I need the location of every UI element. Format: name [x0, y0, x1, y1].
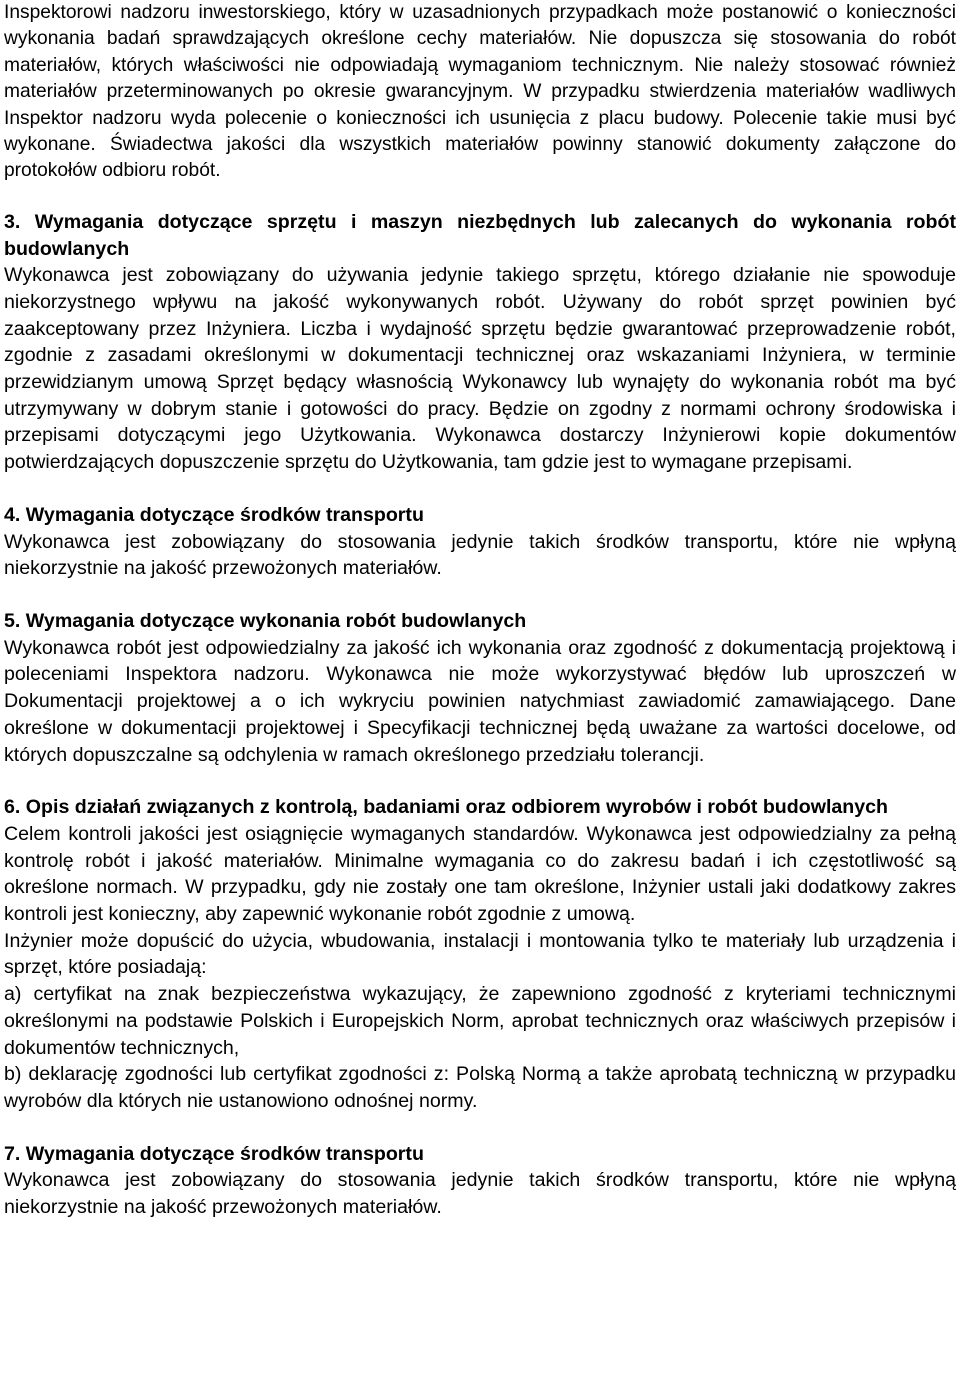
- section-3-body: Wykonawca jest zobowiązany do używania jedynie takiego sprzętu, którego działanie nie spowoduje niekorzystnego wpływu na jakość wykonywanych robót. Używany do robót sprzęt powinien być zaakceptowany przez Inżyniera. Liczba i wydajność sprzętu będzie gwarantować przeprowadzenie robót, zgodnie z zasadami określonymi w dokumentacji technicznej oraz wskazaniami Inżyniera, w terminie przewidzianym umową Sprzęt będący własnością Wykonawcy lub wynajęty do wykonania robót ma być utrzymywany w dobrym stanie i gotowości do pracy. Będzie on zgodny z normami ochrony środowiska i przepisami dotyczącymi jego Użytkowania. Wykonawca dostarczy Inżynierowi kopie dokumentów potwierdzających dopuszczenie sprzętu do Użytkowania, tam gdzie jest to wymagane przepisami.: [4, 264, 956, 474]
- section-3: [4, 209, 956, 476]
- section-6-body-1: Celem kontroli jakości jest osiągnięcie wymaganych standardów. Wykonawca jest odpowiedzialny za pełną kontrolę robót i jakość materiałów. Minimalne wymagania co do zakresu badań i ich częstotliwość są określone normach. W przypadku, gdy nie zostały one tam określone, Inżynier ustali jaki dodatkowy zakres kontroli jest konieczny, aby zapewnić wykonanie robót zgodnie z umową.: [4, 822, 956, 926]
- intro-paragraph: Inspektorowi nadzoru inwestorskiego, który w uzasadnionych przypadkach może postanowić o konieczności wykonania badań sprawdzających określone cechy materiałów. Nie dopuszcza się stosowania do robót materiałów, których właściwości nie odpowiadają wymaganiom technicznym. Nie należy stosować również materiałów przeterminowanych po okresie gwarancyjnym. W przypadku stwierdzenia materiałów wadliwych Inspektor nadzoru wyda polecenie o konieczności ich usunięcia z placu budowy. Polecenie takie musi być wykonane. Świadectwa jakości dla wszystkich materiałów powinny stanowić dokumenty załączone do protokołów odbioru robót.: [4, 2, 956, 182]
- spacer: [4, 1115, 956, 1141]
- section-4-body: Wykonawca jest zobowiązany do stosowania jedynie takich środków transportu, które nie wpłyną niekorzystnie na jakość przewożonych materiałów.: [4, 530, 956, 580]
- section-5-heading: 5. Wymagania dotyczące wykonania robót budowlanych: [4, 609, 527, 632]
- spacer: [4, 768, 956, 794]
- section-7-body: Wykonawca jest zobowiązany do stosowania jedynie takich środków transportu, które nie wpłyną niekorzystnie na jakość przewożonych materiałów.: [4, 1169, 956, 1219]
- section-6-item-b: b) deklarację zgodności lub certyfikat zgodności z: Polską Normą a także aprobatą techniczną w przypadku wyrobów dla których nie ustanowiono odnośnej normy.: [4, 1063, 956, 1112]
- section-3-heading: 3. Wymagania dotyczące sprzętu i maszyn niezbędnych lub zalecanych do wykonania robót budowlanych: [4, 210, 956, 260]
- section-6-body-2: Inżynier może dopuścić do użycia, wbudowania, instalacji i montowania tylko te materiały lub urządzenia i sprzęt, które posiadają:: [4, 929, 956, 979]
- section-5: [4, 608, 956, 768]
- section-5-body: Wykonawca robót jest odpowiedzialny za jakość ich wykonania oraz zgodność z dokumentacją projektową i poleceniami Inspektora nadzoru. Wykonawca nie może wykorzystywać błędów lub uproszczeń w Dokumentacji projektowej a o ich wykryciu powinien natychmiast zawiadomić zamawiającego. Dane określone w dokumentacji projektowej i Specyfikacji technicznej będą uważane za wartości docelowe, od których dopuszczalne są odchylenia w ramach określonego przedziału tolerancji.: [4, 636, 956, 766]
- section-6-item-a: a) certyfikat na znak bezpieczeństwa wykazujący, że zapewniono zgodność z kryteriami technicznymi określonymi na podstawie Polskich i Europejskich Norm, aprobat technicznych oraz właściwych przepisów i dokumentów technicznych,: [4, 983, 956, 1059]
- intro-block: [4, 0, 956, 185]
- spacer: [4, 582, 956, 608]
- section-6-heading: 6. Opis działań związanych z kontrolą, badaniami oraz odbiorem wyrobów i robót budowlanych: [4, 796, 889, 819]
- spacer: [4, 185, 956, 209]
- document-page: [4, 0, 956, 1221]
- section-6: [4, 794, 956, 1114]
- section-4: [4, 502, 956, 582]
- spacer: [4, 476, 956, 502]
- section-4-heading: 4. Wymagania dotyczące środków transportu: [4, 503, 424, 526]
- section-7: [4, 1141, 956, 1221]
- section-7-heading: 7. Wymagania dotyczące środków transportu: [4, 1142, 424, 1165]
